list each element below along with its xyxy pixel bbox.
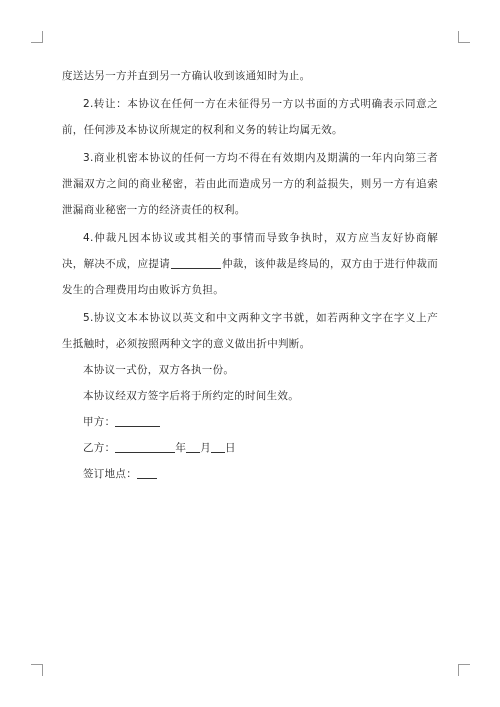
party-a-label: 甲方：	[83, 416, 116, 428]
signing-place-label: 签订地点：	[83, 468, 137, 480]
arbitration-text-after: 仲裁，该仲裁是终局的，双方由于进行仲裁而发生的合理费用均由败诉方负担。	[62, 258, 438, 296]
year-label: 年	[175, 442, 187, 454]
paragraph-transfer: 2.转让：本协议在任何一方在未征得另一方以书面的方式明确表示同意之前，任何涉及本协议所规定的权利和义务的转让均属无效。	[62, 98, 438, 136]
paragraph-confidentiality: 3.商业机密本协议的任何一方均不得在有效期内及期满的一年内向第三者泄漏双方之间的商业秘密，若由此而造成另一方的利益损失，则另一方有追索泄漏商业秘密一方的经济责任的权利。	[62, 152, 438, 216]
paragraph-effective: 本协议经双方签字后将于所约定的时间生效。	[83, 390, 299, 402]
document-body	[62, 63, 438, 487]
paragraph-copies: 本协议一式份，双方各执一份。	[83, 364, 235, 376]
party-a-line	[62, 409, 438, 435]
party-b-blank	[115, 438, 175, 453]
paragraph-notice-end: 度送达另一方并直到另一方确认收到该通知时为止。	[62, 70, 311, 82]
crop-mark-bottom-left	[31, 664, 43, 676]
arbitration-blank	[171, 254, 221, 269]
paragraph-arbitration	[62, 225, 438, 303]
day-blank	[211, 438, 225, 453]
signing-place-line	[62, 461, 438, 487]
crop-mark-top-right	[458, 31, 470, 43]
month-label: 月	[200, 442, 212, 454]
crop-mark-top-left	[31, 31, 43, 43]
arbitration-text-before: 4.仲裁凡因本协议或其相关的事情而导致争执时，双方应当友好协商解决，解决不成，应提请	[62, 232, 438, 270]
month-blank	[186, 438, 200, 453]
day-label: 日	[225, 442, 236, 454]
crop-mark-bottom-right	[458, 664, 470, 676]
party-a-blank	[115, 412, 160, 427]
party-b-label: 乙方：	[83, 442, 116, 454]
signing-place-blank	[137, 464, 157, 479]
party-b-line	[62, 435, 438, 461]
paragraph-text-version: 5.协议文本本协议以英文和中文两种文字书就，如若两种文字在字义上产生抵触时，必须按照两种文字的意义做出折中判断。	[62, 312, 438, 350]
